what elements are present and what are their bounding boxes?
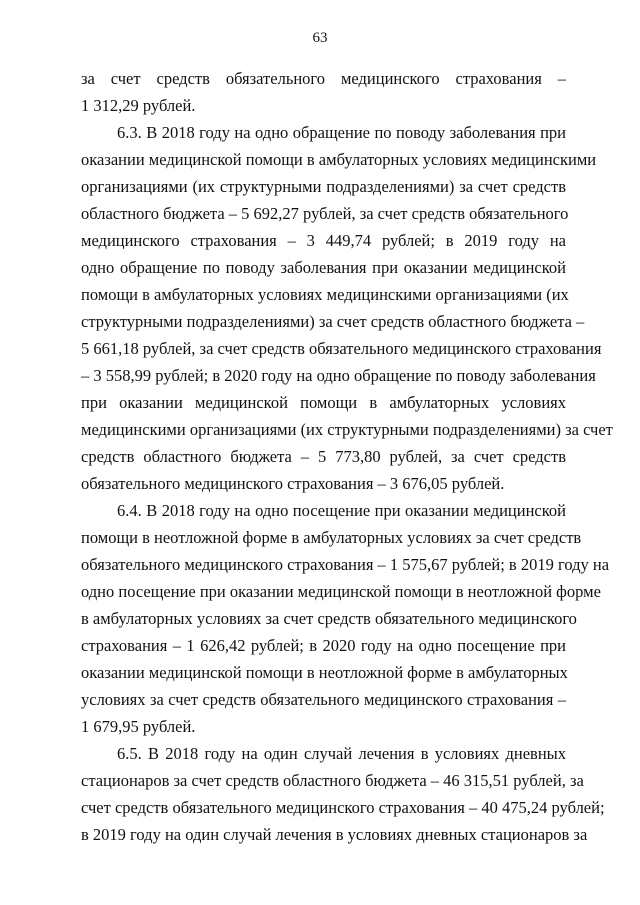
text-line: одно обращение по поводу заболевания при оказании медицинской <box>81 258 566 277</box>
text-line: 1 312,29 рублей. <box>81 96 196 115</box>
text-line: помощи в амбулаторных условиях медицинскими организациями (их <box>81 285 569 304</box>
text-line: медицинскими организациями (их структурными подразделениями) за счет <box>81 420 613 439</box>
text-line: помощи в неотложной форме в амбулаторных условиях за счет средств <box>81 528 582 547</box>
text-line: обязательного медицинского страхования – 3 676,05 рублей. <box>81 474 505 493</box>
text-line: структурными подразделениями) за счет средств областного бюджета – <box>81 312 585 331</box>
text-line: медицинского страхования – 3 449,74 рублей; в 2019 году на <box>81 231 566 250</box>
text-line: оказании медицинской помощи в амбулаторных условиях медицинскими <box>81 150 597 169</box>
text-line: в амбулаторных условиях за счет средств обязательного медицинского <box>81 609 577 628</box>
text-line: страхования – 1 626,42 рублей; в 2020 году на одно посещение при <box>81 636 566 655</box>
text-line: областного бюджета – 5 692,27 рублей, за счет средств обязательного <box>81 204 569 223</box>
text-line: средств областного бюджета – 5 773,80 рублей, за счет средств <box>81 447 566 466</box>
text-line: счет средств обязательного медицинского страхования – 40 475,24 рублей; <box>81 798 605 817</box>
text-line: стационаров за счет средств областного бюджета – 46 315,51 рублей, за <box>81 771 584 790</box>
text-line: обязательного медицинского страхования – 1 575,67 рублей; в 2019 году на <box>81 555 610 574</box>
text-line: 5 661,18 рублей, за счет средств обязательного медицинского страхования <box>81 339 602 358</box>
text-line: в 2019 году на один случай лечения в условиях дневных стационаров за <box>81 825 588 844</box>
text-line: при оказании медицинской помощи в амбулаторных условиях <box>81 393 566 412</box>
text-line: условиях за счет средств обязательного медицинского страхования – <box>81 690 566 709</box>
text-line: оказании медицинской помощи в неотложной форме в амбулаторных <box>81 663 568 682</box>
paragraph-6-5-start: 6.5. В 2018 году на один случай лечения в условиях дневных <box>117 744 566 763</box>
paragraph-6-3-start: 6.3. В 2018 году на одно обращение по поводу заболевания при <box>117 123 566 142</box>
text-line: одно посещение при оказании медицинской помощи в неотложной форме <box>81 582 601 601</box>
page-number: 63 <box>312 30 328 46</box>
text-line: организациями (их структурными подразделениями) за счет средств <box>81 177 566 196</box>
text-line: за счет средств обязательного медицинского страхования – <box>81 69 566 88</box>
text-line: – 3 558,99 рублей; в 2020 году на одно обращение по поводу заболевания <box>81 366 596 385</box>
paragraph-6-4-start: 6.4. В 2018 году на одно посещение при оказании медицинской <box>117 501 566 520</box>
text-line: 1 679,95 рублей. <box>81 717 196 736</box>
